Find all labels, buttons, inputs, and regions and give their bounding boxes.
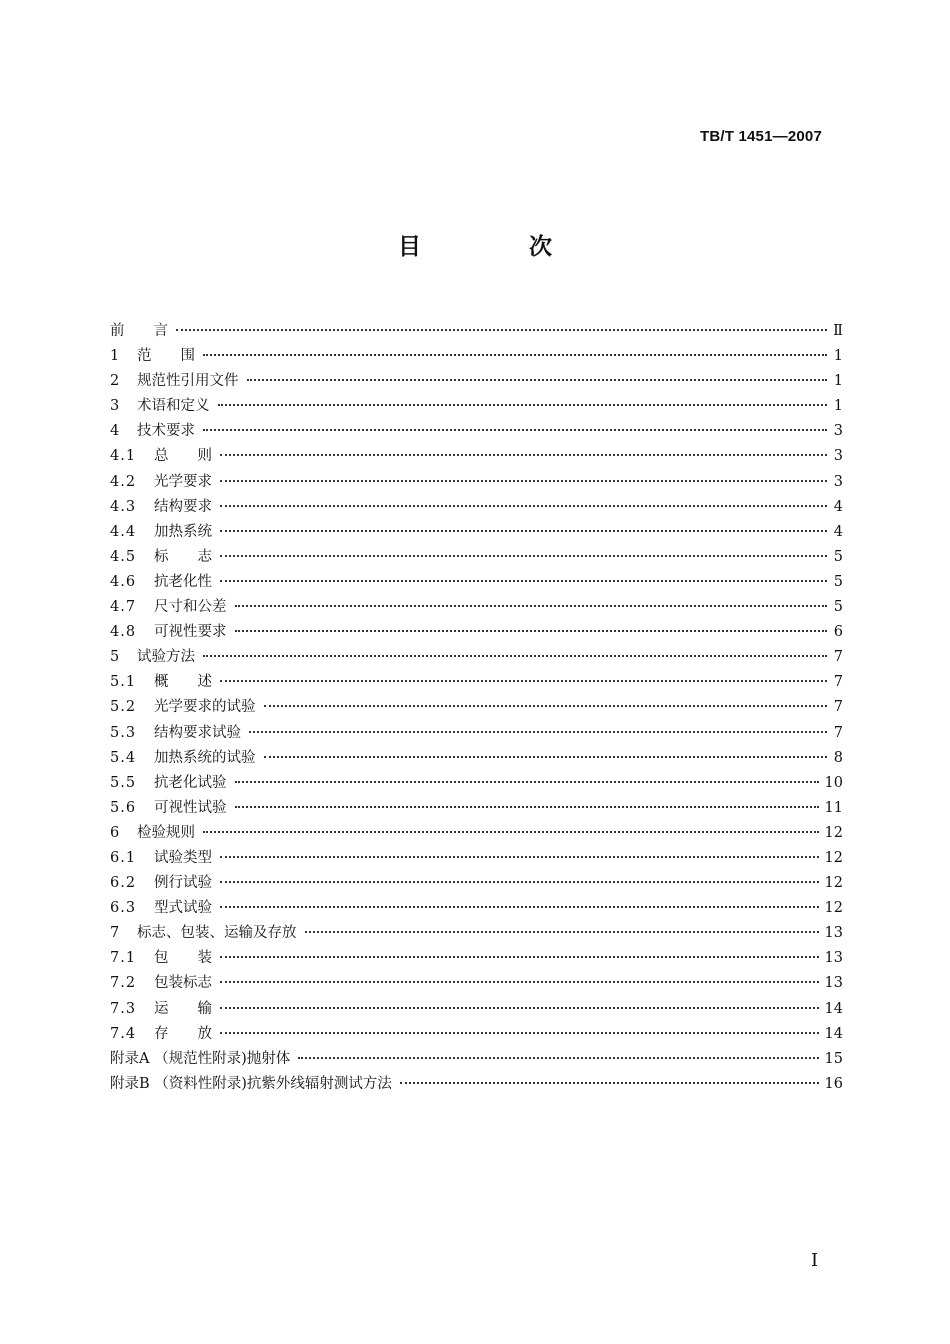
toc-entry-number: 3 — [110, 398, 121, 415]
toc-entry-number: 7 — [110, 925, 121, 942]
toc-dot-leader — [220, 956, 819, 958]
toc-entry-page: Ⅱ — [833, 323, 843, 339]
toc-entry-number: 6.1 — [110, 849, 137, 866]
toc-entry-page: 3 — [833, 448, 843, 465]
toc-entry-page: 4 — [833, 523, 843, 540]
toc-entry-number: 4.8 — [110, 624, 137, 641]
toc-entry-label: 结构要求 — [154, 498, 212, 515]
toc-entry-number: 1 — [110, 348, 121, 365]
toc-dot-leader — [203, 655, 827, 657]
toc-dot-leader — [203, 354, 827, 356]
toc-entry-label: 可视性试验 — [154, 799, 227, 816]
toc-dot-leader — [264, 756, 828, 758]
toc-entry-page: 12 — [824, 900, 843, 917]
toc-dot-leader — [298, 1057, 818, 1059]
toc-entry-label: 光学要求的试验 — [154, 699, 256, 716]
toc-entry-label: 可视性要求 — [154, 624, 227, 641]
toc-entry-page: 7 — [833, 649, 843, 666]
toc-entry-number: 4.4 — [110, 523, 137, 540]
toc-dot-leader — [235, 605, 828, 607]
toc-dot-leader — [220, 580, 827, 582]
toc-dot-leader — [203, 429, 827, 431]
toc-entry-page: 1 — [833, 348, 843, 365]
toc-entry[interactable] — [110, 971, 843, 996]
toc-entry[interactable] — [110, 545, 843, 570]
toc-entry[interactable] — [110, 921, 843, 946]
toc-entry-number: 5.5 — [110, 774, 137, 791]
toc-dot-leader — [305, 931, 819, 933]
toc-entry-number: 4.7 — [110, 599, 137, 616]
toc-entry[interactable] — [110, 319, 843, 344]
toc-entry-page: 6 — [833, 624, 843, 641]
toc-entry[interactable] — [110, 394, 843, 419]
toc-dot-leader — [176, 329, 827, 331]
toc-entry-page: 5 — [833, 599, 843, 616]
toc-entry-number: 4 — [110, 423, 121, 440]
toc-entry-number: 7.1 — [110, 950, 137, 967]
toc-entry-number: 7.3 — [110, 1000, 137, 1017]
toc-entry[interactable] — [110, 997, 843, 1022]
toc-entry[interactable] — [110, 419, 843, 444]
toc-dot-leader — [247, 379, 828, 381]
toc-entry-page: 5 — [833, 548, 843, 565]
toc-entry-label: 检验规则 — [137, 824, 195, 841]
toc-entry-label: 试验类型 — [154, 849, 212, 866]
toc-entry-page: 4 — [833, 498, 843, 515]
toc-entry-number: 6 — [110, 824, 121, 841]
toc-entry[interactable] — [110, 369, 843, 394]
toc-entry-page: 1 — [833, 373, 843, 390]
toc-entry-page: 13 — [824, 925, 843, 942]
toc-dot-leader — [235, 781, 819, 783]
toc-dot-leader — [218, 404, 828, 406]
toc-entry-number: 5 — [110, 649, 121, 666]
toc-entry-page: 16 — [824, 1075, 843, 1092]
toc-entry[interactable] — [110, 946, 843, 971]
toc-entry-label: 存 放 — [154, 1025, 212, 1042]
toc-entry-page: 15 — [824, 1050, 843, 1067]
toc-entry[interactable] — [110, 846, 843, 871]
toc-title: 目 次 — [397, 234, 602, 260]
toc-dot-leader — [235, 630, 828, 632]
toc-entry[interactable] — [110, 470, 843, 495]
toc-entry-number: 7.4 — [110, 1025, 137, 1042]
toc-entry[interactable] — [110, 695, 843, 720]
toc-dot-leader — [203, 831, 819, 833]
toc-entry-number: 5.6 — [110, 799, 137, 816]
toc-entry-number: 4.1 — [110, 448, 137, 465]
toc-entry-number: 4.3 — [110, 498, 137, 515]
toc-entry-page: 7 — [833, 724, 843, 741]
toc-entry[interactable] — [110, 344, 843, 369]
toc-entry-page: 10 — [824, 774, 843, 791]
toc-dot-leader — [249, 731, 827, 733]
toc-entry-label: 规范性引用文件 — [137, 373, 239, 390]
toc-entry-label: 附录A （规范性附录)抛射体 — [110, 1050, 291, 1067]
toc-entry-label: 附录B （资料性附录)抗紫外线辐射测试方法 — [110, 1075, 392, 1092]
toc-dot-leader — [220, 505, 827, 507]
toc-dot-leader — [264, 705, 828, 707]
toc-entry-page: 14 — [824, 1000, 843, 1017]
toc-entry-number: 6.3 — [110, 900, 137, 917]
standard-code: TB/T 1451—2007 — [699, 128, 822, 145]
toc-entry-number: 4.2 — [110, 473, 137, 490]
toc-entry[interactable] — [110, 495, 843, 520]
toc-entry-label: 前 言 — [110, 323, 168, 339]
table-of-contents — [110, 319, 843, 1097]
toc-entry-page: 8 — [833, 749, 843, 766]
toc-entry-number: 5.4 — [110, 749, 137, 766]
toc-entry[interactable] — [110, 871, 843, 896]
toc-entry[interactable] — [110, 796, 843, 821]
page-folio: I — [811, 1250, 819, 1271]
toc-dot-leader — [220, 1007, 819, 1009]
toc-entry-label: 尺寸和公差 — [154, 599, 227, 616]
toc-entry-number: 2 — [110, 373, 121, 390]
toc-entry-page: 3 — [833, 423, 843, 440]
toc-entry-label: 抗老化试验 — [154, 774, 227, 791]
toc-entry[interactable] — [110, 821, 843, 846]
toc-entry-page: 5 — [833, 573, 843, 590]
toc-dot-leader — [220, 530, 827, 532]
toc-entry[interactable] — [110, 620, 843, 645]
toc-entry-page: 12 — [824, 849, 843, 866]
toc-entry-label: 结构要求试验 — [154, 724, 241, 741]
toc-entry[interactable] — [110, 645, 843, 670]
toc-entry-page: 13 — [824, 950, 843, 967]
toc-entry[interactable] — [110, 595, 843, 620]
toc-entry-page: 1 — [833, 398, 843, 415]
toc-entry-number: 4.5 — [110, 548, 137, 565]
toc-entry-number: 6.2 — [110, 875, 137, 892]
toc-dot-leader — [220, 856, 819, 858]
toc-entry-number: 4.6 — [110, 573, 137, 590]
toc-entry-label: 例行试验 — [154, 875, 212, 892]
toc-entry-page: 12 — [824, 824, 843, 841]
toc-entry-number: 5.3 — [110, 724, 137, 741]
toc-entry[interactable] — [110, 1047, 843, 1072]
toc-dot-leader — [220, 906, 819, 908]
toc-entry-label: 概 述 — [154, 674, 212, 691]
toc-entry-page: 14 — [824, 1025, 843, 1042]
toc-entry[interactable] — [110, 520, 843, 545]
toc-dot-leader — [400, 1082, 819, 1084]
toc-entry-label: 型式试验 — [154, 900, 212, 917]
toc-dot-leader — [220, 680, 827, 682]
toc-entry-label: 加热系统的试验 — [154, 749, 256, 766]
toc-entry[interactable] — [110, 570, 843, 595]
toc-entry-label: 总 则 — [154, 448, 212, 465]
toc-entry-label: 加热系统 — [154, 523, 212, 540]
toc-entry-label: 术语和定义 — [137, 398, 210, 415]
toc-dot-leader — [220, 981, 819, 983]
toc-entry[interactable] — [110, 1022, 843, 1047]
toc-entry-number: 5.2 — [110, 699, 137, 716]
toc-entry-label: 标志、包装、运输及存放 — [137, 925, 297, 942]
toc-entry-page: 3 — [833, 473, 843, 490]
toc-entry[interactable] — [110, 670, 843, 695]
toc-dot-leader — [235, 806, 819, 808]
toc-entry-label: 运 输 — [154, 1000, 212, 1017]
toc-entry-number: 7.2 — [110, 975, 137, 992]
toc-dot-leader — [220, 454, 827, 456]
toc-entry[interactable] — [110, 896, 843, 921]
toc-entry[interactable] — [110, 721, 843, 746]
toc-entry-number: 5.1 — [110, 674, 137, 691]
toc-entry-page: 7 — [833, 674, 843, 691]
toc-entry[interactable] — [110, 746, 843, 771]
toc-dot-leader — [220, 555, 827, 557]
toc-entry-label: 包装标志 — [154, 975, 212, 992]
toc-entry-page: 7 — [833, 699, 843, 716]
toc-entry-label: 标 志 — [154, 548, 212, 565]
toc-entry-label: 抗老化性 — [154, 573, 212, 590]
toc-entry-label: 光学要求 — [154, 473, 212, 490]
toc-entry-label: 范 围 — [137, 348, 195, 365]
toc-dot-leader — [220, 1032, 819, 1034]
toc-entry-label: 试验方法 — [137, 649, 195, 666]
toc-entry[interactable] — [110, 771, 843, 796]
toc-dot-leader — [220, 480, 827, 482]
toc-entry-page: 12 — [824, 875, 843, 892]
toc-entry[interactable] — [110, 444, 843, 469]
toc-entry-label: 包 装 — [154, 950, 212, 967]
toc-entry-label: 技术要求 — [137, 423, 195, 440]
toc-entry-page: 11 — [824, 799, 843, 816]
toc-entry-page: 13 — [824, 975, 843, 992]
toc-dot-leader — [220, 881, 819, 883]
toc-entry[interactable] — [110, 1072, 843, 1097]
